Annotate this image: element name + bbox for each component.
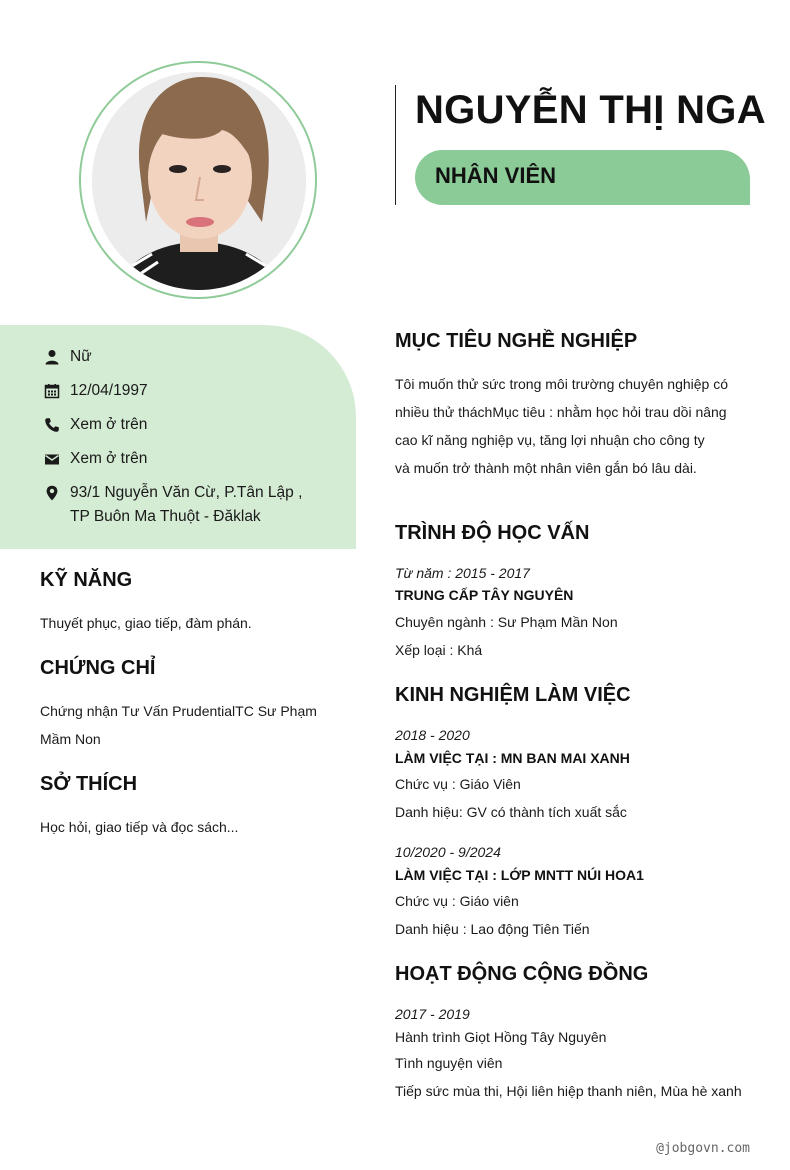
objective-line: và muốn trở thành một nhân viên gắn bó lâu dài.	[395, 460, 697, 476]
location-pin-icon	[44, 485, 60, 501]
contact-phone	[44, 416, 147, 437]
objective-line: cao kĩ năng nghiệp vụ, tăng lợi nhuận cho công ty	[395, 432, 705, 448]
education-period: Từ năm : 2015 - 2017	[395, 565, 530, 581]
profile-photo	[92, 72, 306, 290]
contact-address	[44, 484, 302, 529]
experience-place: LÀM VIỆC TẠI : MN BAN MAI XANH	[395, 750, 630, 766]
objective-text	[395, 370, 740, 482]
experience-heading: KINH NGHIỆM LÀM VIỆC	[395, 684, 631, 706]
education-major: Chuyên ngành : Sư Phạm Mần Non	[395, 614, 618, 630]
contact-email	[44, 450, 147, 471]
objective-heading: MỤC TIÊU NGHỀ NGHIỆP	[395, 330, 638, 352]
experience-honor: Danh hiệu : Lao động Tiên Tiến	[395, 921, 590, 937]
candidate-name: NGUYỄN THỊ NGA	[415, 88, 766, 132]
job-title: NHÂN VIÊN	[435, 163, 557, 188]
hobbies-heading: SỞ THÍCH	[40, 773, 138, 795]
education-heading: TRÌNH ĐỘ HỌC VẤN	[395, 522, 590, 544]
footer-watermark: @jobgovn.com	[656, 1141, 750, 1156]
experience-position: Chức vụ : Giáo viên	[395, 893, 519, 909]
birthday-text: 12/04/1997	[70, 382, 148, 399]
avatar	[92, 72, 306, 290]
objective-line: nhiều thử tháchMục tiêu : nhằm học hỏi trau dồi nâng	[395, 404, 727, 420]
experience-place: LÀM VIỆC TẠI : LỚP MNTT NÚI HOA1	[395, 867, 644, 883]
address-line-1: 93/1 Nguyễn Văn Cừ, P.Tân Lập ,	[70, 484, 303, 501]
experience-period: 10/2020 - 9/2024	[395, 844, 501, 860]
community-line: Tiếp sức mùa thi, Hội liên hiệp thanh niên, Mùa hè xanh	[395, 1083, 742, 1099]
hobbies-text: Học hỏi, giao tiếp và đọc sách...	[40, 819, 239, 835]
gender-text: Nữ	[70, 348, 92, 365]
community-heading: HOẠT ĐỘNG CỘNG ĐỒNG	[395, 963, 649, 985]
education-school: TRUNG CẤP TÂY NGUYÊN	[395, 587, 574, 603]
community-period: 2017 - 2019	[395, 1006, 470, 1022]
skills-text: Thuyết phục, giao tiếp, đàm phán.	[40, 615, 252, 631]
experience-position: Chức vụ : Giáo Viên	[395, 776, 521, 792]
person-icon	[44, 349, 60, 365]
certificates-heading: CHỨNG CHỈ	[40, 657, 156, 679]
phone-icon	[44, 417, 60, 433]
community-line: Tình nguyện viên	[395, 1055, 503, 1071]
experience-honor: Danh hiệu: GV có thành tích xuất sắc	[395, 804, 627, 820]
community-line: Hành trình Giọt Hồng Tây Nguyên	[395, 1029, 607, 1045]
email-text: Xem ở trên	[70, 450, 148, 467]
education-grade: Xếp loại : Khá	[395, 642, 483, 658]
experience-period: 2018 - 2020	[395, 727, 470, 743]
contact-birthday	[44, 382, 148, 403]
phone-text: Xem ở trên	[70, 416, 148, 433]
header-divider	[395, 85, 396, 205]
address-text	[70, 481, 302, 529]
address-line-2: TP Buôn Ma Thuột - Đăklak	[70, 508, 261, 525]
objective-line: Tôi muốn thử sức trong môi trường chuyên nghiệp có	[395, 376, 729, 392]
contact-gender	[44, 348, 92, 369]
calendar-icon	[44, 383, 60, 399]
certificates-text: Chứng nhận Tư Vấn PrudentialTC Sư Phạm Mầm Non	[40, 703, 317, 747]
skills-heading: KỸ NĂNG	[40, 569, 133, 591]
mail-icon	[44, 451, 60, 467]
